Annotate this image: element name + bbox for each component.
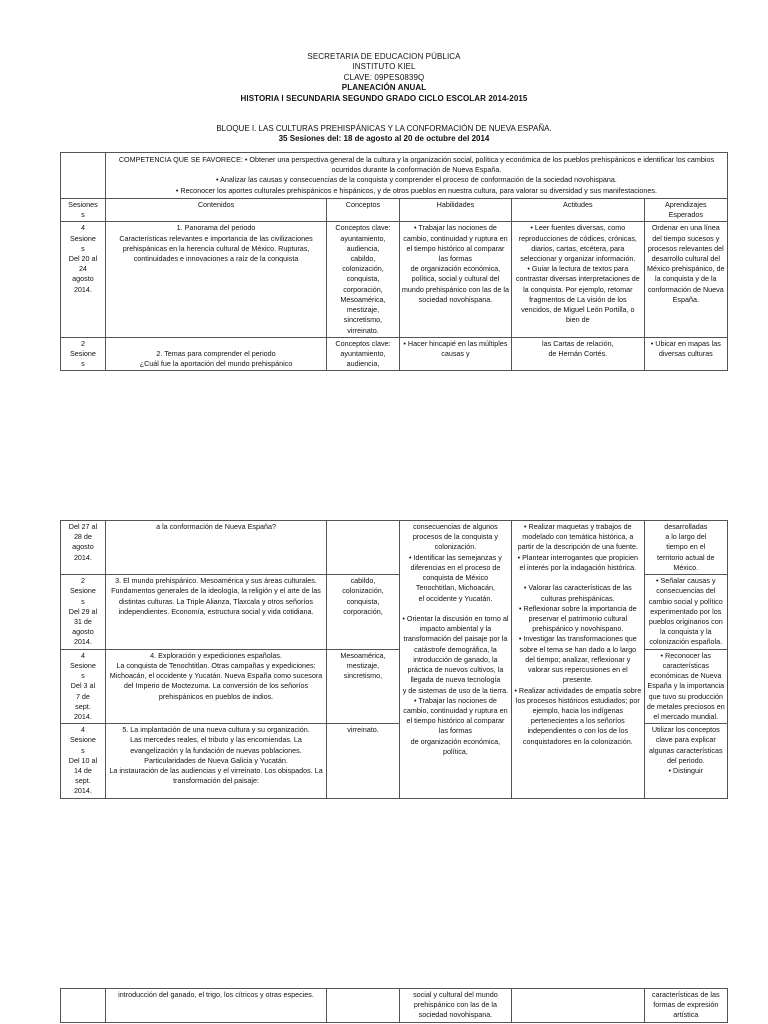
cell-sesiones: 4 Sesione s Del 3 al 7 de sept. 2014. [61,649,106,724]
cell-aprendizajes: desarrolladas a lo largo del tiempo en el territorio actual de México. [644,521,727,575]
bloque-heading [0,124,768,145]
header-historia: HISTORIA I SECUNDARIA SEGUNDO GRADO CICLO ESCOLAR 2014-2015 [240,93,528,103]
planning-table-2 [60,520,728,799]
col-actitudes: Actitudes [512,198,645,221]
competencia-line-2: • Analizar las causas y consecuencias de la conquista y comprender el proceso de conformación de la sociedad novohispana. [216,175,617,185]
col-aprendizajes: Aprendizajes Esperados [644,198,727,221]
cell-conceptos [327,521,400,575]
cell-aprendizajes: Utilizar los conceptos clave para explicar algunas características del periodo. • Distinguir [644,724,727,799]
cell-contenidos: 5. La implantación de una nueva cultura y su organización. Las mercedes reales, el tributo y las encomiendas. La evangelización y la fundación de nuevas poblaciones. Particularidades de Nueva Galicia y Yucatán. La instauración de las audiencias y el virreinato. Los obispados. La transformación del paisaje: [105,724,326,799]
cell-actitudes: • Leer fuentes diversas, como reproducciones de códices, crónicas, diarios, cartas, etcétera, para seleccionar y organizar información. • Guiar la lectura de textos para contrastar diversas interpretaciones de la conquista. Por ejemplo, retomar fragmentos de La visión de los vencidos, de Miguel León Portilla, o bien de [512,222,645,337]
cell-sesiones: Del 27 al 28 de agosto 2014. [61,521,106,575]
cell-habilidades: • Trabajar las nociones de cambio, continuidad y ruptura en el tiempo histórico al comparar las formas de organización económica, política, social y cultural del mundo prehispánico con las de la sociedad novohispana. [399,222,511,337]
cell-conceptos: virreinato. [327,724,400,799]
cell-conceptos: cabildo, colonización, conquista, corporación, [327,575,400,650]
cell-contenidos: 2. Temas para comprender el periodo ¿Cuál fue la aportación del mundo prehispánico [105,337,326,371]
col-conceptos: Conceptos [327,198,400,221]
header-secretaria: SECRETARIA DE EDUCACION PÚBLICA [307,52,461,61]
cell-contenidos: 1. Panorama del periodo Características relevantes e importancia de las civilizaciones prehispánicas en la herencia cultural de México. Rupturas, continuidades e innovaciones a raíz de la conquista [105,222,326,337]
cell-actitudes: las Cartas de relación, de Hernán Cortés. [512,337,645,371]
cell-habilidades: consecuencias de algunos procesos de la conquista y colonización. • Identificar las semejanzas y diferencias en el proceso de conquista de México Tenochtitlan, Michoacán, el occidente y Yucatán. • Orientar la discusión en torno al impacto ambiental y la transformación del paisaje por la catástrofe demográfica, la introducción de ganado, la práctica de nuevos cultivos, la llegada de nueva tecnología y de sistemas de uso de la tierra. • Trabajar las nociones de cambio, continuidad y ruptura en el tiempo histórico al comparar las formas de organización económica, política, [399,521,511,799]
table-row [61,222,728,337]
cell-conceptos: Conceptos clave: ayuntamiento, audiencia, cabildo, colonización, conquista, corporación, Mesoamérica, mestizaje, sincretismo, virreinato. [327,222,400,337]
cell-habilidades: social y cultural del mundo prehispánico con las de la sociedad novohispana. [399,989,511,1023]
col-contenidos: Contenidos [105,198,326,221]
cell-contenidos: introducción del ganado, el trigo, los cítricos y otras especies. [105,989,326,1023]
document-header [0,52,768,104]
planning-table-1 [60,152,728,371]
competencia-line-3: • Reconocer los aportes culturales prehispánicos e hispánicos, y de otros pueblos en nuestra cultura, para valorar su diversidad y sus manifestaciones. [175,185,658,195]
cell-contenidos: a la conformación de Nueva España? [105,521,326,575]
cell-conceptos: Mesoamérica, mestizaje, sincretismo, [327,649,400,724]
column-header-row [61,198,728,221]
cell-sesiones [61,989,106,1023]
cell-habilidades: • Hacer hincapié en las múltiples causas y [399,337,511,371]
cell-aprendizajes: Ordenar en una línea del tiempo sucesos y procesos relevantes del desarrollo cultural del México prehispánico, de la conquista y de la conformación de Nueva España. [644,222,727,337]
table-row [61,521,728,575]
cell-conceptos [327,989,400,1023]
header-instituto: INSTITUTO KIEL [352,62,416,72]
cell-sesiones: 2 Sesione s [61,337,106,371]
bloque-title: BLOQUE I. LAS CULTURAS PREHISPÁNICAS Y LA CONFORMACIÓN DE NUEVA ESPAÑA. [216,124,552,133]
cell-aprendizajes: • Ubicar en mapas las diversas culturas [644,337,727,371]
cell-sesiones: 2 Sesione s Del 29 al 31 de agosto 2014. [61,575,106,650]
cell-aprendizajes: • Reconocer las características económicas de Nueva España y la importancia que tuvo su producción de metales preciosos en el mercado mundial. [644,649,727,724]
cell-conceptos: Conceptos clave: ayuntamiento, audiencia, [327,337,400,371]
cell-actitudes [512,989,645,1023]
planning-table-3 [60,988,728,1023]
cell-contenidos: 3. El mundo prehispánico. Mesoamérica y sus áreas culturales. Fundamentos generales de la ideología, la religión y el arte de las distintas culturas. La Triple Alianza, Tlaxcala y otros señoríos independientes. Economía, estructura social y vida cotidiana. [105,575,326,650]
header-planeacion: PLANEACIÓN ANUAL [341,83,427,93]
competencia-line-1: COMPETENCIA QUE SE FAVORECE: • Obtener una perspectiva general de la cultura y la organización social, política y económica de los pueblos prehispánicos e identificar los cambios ocurridos durante la conformación de Nueva España. [118,155,715,175]
competencia-cell [105,153,727,199]
cell-contenidos: 4. Exploración y expediciones españolas. La conquista de Tenochtitlan. Otras campañas y expediciones: Michoacán, el occidente y Yucatán. Nueva España como sucesora del Imperio de Moctezuma. La conversión de los señoríos prehispánicos en pueblos de indios. [105,649,326,724]
bloque-sessions: 35 Sesiones del: 18 de agosto al 20 de octubre del 2014 [278,134,490,144]
competencia-row [61,153,728,199]
col-habilidades: Habilidades [399,198,511,221]
cell-sesiones: 4 Sesione s Del 20 al 24 agosto 2014. [61,222,106,337]
table-row [61,989,728,1023]
col-sesiones: Sesiones s [61,198,106,221]
cell-actitudes: • Realizar maquetas y trabajos de modelado con temática histórica, a partir de la descripción de una fuente. • Plantear interrogantes que propicien el interés por la indagación histórica. • Valorar las características de las culturas prehispánicas. • Reflexionar sobre la importancia de preservar el patrimonio cultural prehispánico y novohispano. • Investigar las transformaciones que sobre el tema se han dado a lo largo del tiempo; analizar, reflexionar y valorar sus repercusiones en el presente. • Realizar actividades de empatía sobre los procesos históricos estudiados; por ejemplo, hacia los indígenas pertenecientes a los señoríos independientes o con los de los conquistadores en la colonización. [512,521,645,799]
header-clave: CLAVE: 09PES0839Q [343,72,425,82]
cell-sesiones: 4 Sesione s Del 10 al 14 de sept. 2014. [61,724,106,799]
table-row [61,337,728,371]
cell-aprendizajes: • Señalar causas y consecuencias del cambio social y político experimentado por los pueblos originarios con la conquista y la colonización española. [644,575,727,650]
cell-aprendizajes: características de las formas de expresión artística [644,989,727,1023]
